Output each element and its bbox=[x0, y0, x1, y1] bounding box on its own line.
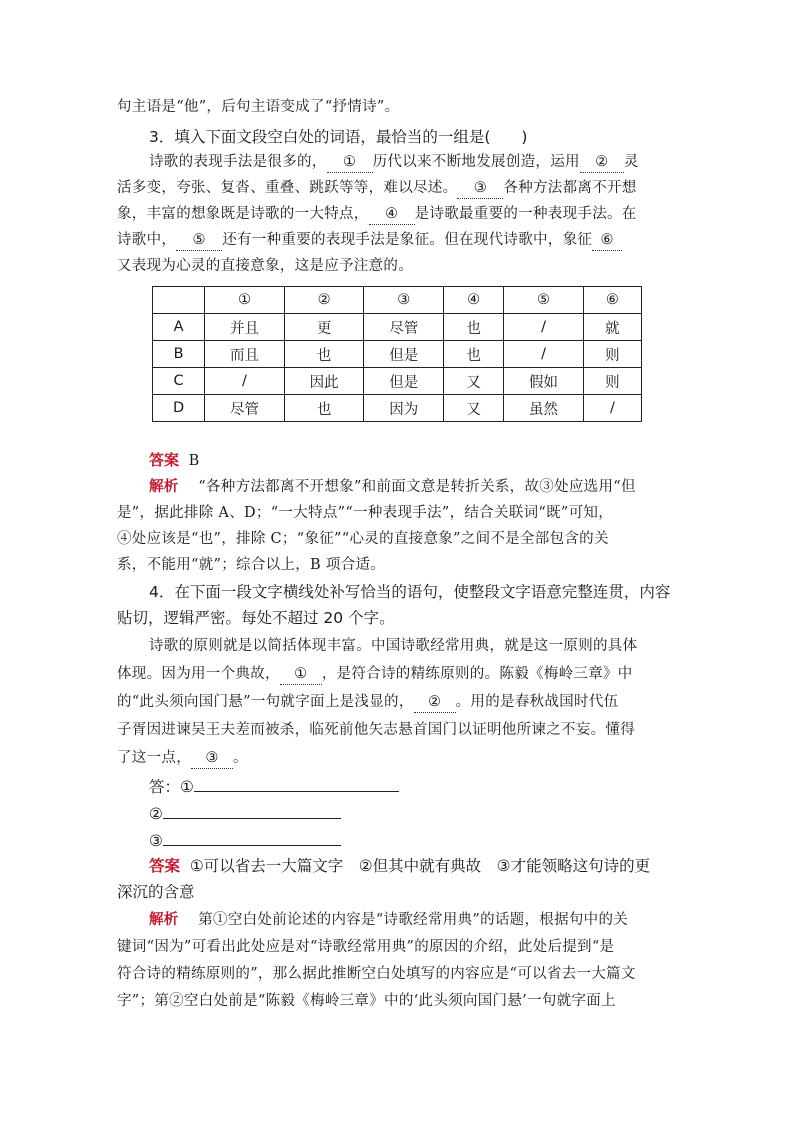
q3-analysis-line-1 bbox=[149, 477, 636, 497]
table-header-row bbox=[153, 287, 642, 314]
answer-label: 答案 bbox=[149, 451, 180, 469]
blank-5: ⑤ bbox=[176, 230, 222, 251]
q3-passage-line-3 bbox=[117, 204, 637, 225]
q4-passage-line-1: 诗歌的原则就是以简括体现丰富。中国诗歌经常用典，就是这一原则的具体 bbox=[149, 638, 638, 654]
table-cell: 又 bbox=[444, 395, 504, 422]
answer-blank-line[interactable] bbox=[163, 802, 341, 819]
blank-6: ⑥ bbox=[592, 230, 622, 251]
answer-value: B bbox=[188, 453, 200, 469]
table-cell: 而且 bbox=[205, 341, 285, 368]
table-cell: 也 bbox=[444, 341, 504, 368]
answer-line-3 bbox=[149, 829, 341, 851]
table-cell: ④ bbox=[444, 287, 504, 314]
q3-passage-line-2 bbox=[117, 178, 637, 199]
answer-mark: ① bbox=[180, 778, 194, 796]
table-cell: ① bbox=[205, 287, 285, 314]
table-cell: 并且 bbox=[205, 314, 285, 341]
options-table bbox=[152, 286, 642, 422]
table-cell: 尽管 bbox=[364, 314, 444, 341]
analysis-label: 解析 bbox=[149, 912, 179, 928]
table-cell: 就 bbox=[583, 314, 641, 341]
answer-label: 答案 bbox=[149, 857, 181, 875]
text: 各种方法都离不开想 bbox=[503, 180, 637, 196]
q4-analysis-line-2: 键词“因为”可看出此处应是对“诗歌经常用典”的原因的介绍，此处后提到“是 bbox=[117, 939, 615, 955]
text: 。用的是春秋战国时代伍 bbox=[455, 694, 619, 710]
table-cell: / bbox=[583, 395, 641, 422]
answer-mark: ③ bbox=[149, 832, 163, 850]
text: 诗歌的表现手法是很多的， bbox=[149, 154, 327, 170]
text: 灵 bbox=[623, 154, 639, 170]
blank-2: ② bbox=[580, 152, 624, 173]
blank-1: ① bbox=[280, 664, 322, 685]
table-cell bbox=[153, 287, 205, 314]
analysis-label: 解析 bbox=[149, 479, 179, 495]
table-cell: 虽然 bbox=[504, 395, 584, 422]
q4-analysis-line-3: 符合诗的精练原则的”，那么据此推断空白处填写的内容应是“可以省去一大篇文 bbox=[117, 966, 636, 982]
table-cell: 但是 bbox=[364, 341, 444, 368]
text: 象，丰富的想象既是诗歌的一大特点， bbox=[117, 206, 369, 222]
table-cell: 也 bbox=[284, 395, 364, 422]
table-cell: 因为 bbox=[364, 395, 444, 422]
q4-passage-line-3 bbox=[117, 692, 618, 713]
answer-blank-line[interactable] bbox=[163, 829, 341, 846]
q3-analysis-line-2: 是”，据此排除 A、D；“一大特点”“一种表现手法”，结合关联词“既”可知， bbox=[117, 505, 613, 521]
table-cell: 也 bbox=[284, 341, 364, 368]
blank-1: ① bbox=[327, 152, 373, 173]
q4-answer-line-1 bbox=[149, 856, 650, 876]
table-cell: ② bbox=[284, 287, 364, 314]
answer-line-2 bbox=[149, 802, 341, 824]
answer-mark: ② bbox=[149, 805, 163, 823]
table-row bbox=[153, 368, 642, 395]
q4-passage-line-5 bbox=[117, 748, 248, 769]
text: ，是符合诗的精练原则的。陈毅《梅岭三章》中 bbox=[321, 666, 633, 682]
table-cell: 假如 bbox=[504, 368, 584, 395]
q3-analysis-line-4: 系，不能用“就”；综合以上，B 项合适。 bbox=[117, 557, 386, 573]
table-cell: 则 bbox=[583, 341, 641, 368]
table-cell: 又 bbox=[444, 368, 504, 395]
q4-passage-line-2 bbox=[117, 664, 633, 685]
answer-text: ①可以省去一大篇文字 ②但其中就有典故 ③才能领略这句诗的更 bbox=[189, 857, 651, 875]
q4-passage-line-4: 子胥因进谏吴王夫差而被杀，临死前他矢志悬首国门以证明他所谏之不妄。懂得 bbox=[117, 722, 635, 738]
text: 是诗歌最重要的一种表现手法。在 bbox=[414, 206, 637, 222]
table-row bbox=[153, 395, 642, 422]
q4-answer-line-2: 深沉的含意 bbox=[117, 883, 195, 901]
table-cell: B bbox=[153, 341, 205, 368]
table-cell: 也 bbox=[444, 314, 504, 341]
answer-blank-line[interactable] bbox=[194, 775, 399, 792]
table-cell: ⑥ bbox=[583, 287, 641, 314]
question-4-title-line-2: 贴切，逻辑严密。每处不超过 20 个字。 bbox=[117, 609, 395, 627]
answer-line-1 bbox=[149, 775, 399, 797]
q3-passage-line-5: 又表现为心灵的直接意象，这是应予注意的。 bbox=[117, 258, 413, 274]
text: 。 bbox=[233, 750, 248, 766]
blank-3: ③ bbox=[191, 748, 233, 769]
table-cell: / bbox=[205, 368, 285, 395]
q4-analysis-line-1 bbox=[149, 910, 628, 930]
text: 诗歌中， bbox=[117, 232, 177, 248]
table-cell: C bbox=[153, 368, 205, 395]
table-cell: 尽管 bbox=[205, 395, 285, 422]
text: “各种方法都离不开想象”和前面文意是转折关系，故③处应选用“但 bbox=[198, 479, 636, 495]
blank-3: ③ bbox=[457, 178, 503, 199]
table-cell: 则 bbox=[583, 368, 641, 395]
table-cell: ⑤ bbox=[504, 287, 584, 314]
text: 的“此头须向国门悬”一句就字面上是浅显的， bbox=[117, 694, 414, 710]
table-row bbox=[153, 314, 642, 341]
blank-4: ④ bbox=[369, 204, 415, 225]
table-cell: / bbox=[504, 341, 584, 368]
answer-prefix: 答： bbox=[149, 778, 181, 796]
question-3-title: 3．填入下面文段空白处的词语，最恰当的一组是( ) bbox=[149, 128, 528, 146]
q3-passage-line-4 bbox=[117, 230, 622, 251]
table-cell: 但是 bbox=[364, 368, 444, 395]
table-cell: ③ bbox=[364, 287, 444, 314]
question-4-title-line-1: 4．在下面一段文字横线处补写恰当的语句，使整段文字语意完整连贯，内容 bbox=[149, 583, 671, 601]
continuation-line: 句主语是“他”，后句主语变成了“抒情诗”。 bbox=[117, 99, 400, 115]
text: 活多变，夸张、复沓、重叠、跳跃等等，难以尽述。 bbox=[117, 180, 458, 196]
text: 了这一点， bbox=[117, 750, 191, 766]
text: 体现。因为用一个典故， bbox=[117, 666, 280, 682]
text: 第①空白处前论述的内容是“诗歌经常用典”的话题，根据句中的关 bbox=[198, 912, 629, 928]
table-cell: D bbox=[153, 395, 205, 422]
text: 历代以来不断地发展创造，运用 bbox=[372, 154, 580, 170]
q3-passage-line-1 bbox=[149, 152, 639, 173]
text: 还有一种重要的表现手法是象征。但在现代诗歌中，象征 bbox=[222, 232, 593, 248]
table-cell: 更 bbox=[284, 314, 364, 341]
blank-2: ② bbox=[414, 692, 456, 713]
q3-answer bbox=[149, 450, 200, 471]
table-cell: A bbox=[153, 314, 205, 341]
table-row bbox=[153, 341, 642, 368]
q4-analysis-line-4: 字”；第②空白处前是“陈毅《梅岭三章》中的‘此头须向国门悬’一句就字面上 bbox=[117, 993, 616, 1009]
q3-analysis-line-3: ④处应该是“也”，排除 C；“象征”“心灵的直接意象”之间不是全部包含的关 bbox=[117, 531, 609, 547]
table-cell: 因此 bbox=[284, 368, 364, 395]
table-cell: / bbox=[504, 314, 584, 341]
